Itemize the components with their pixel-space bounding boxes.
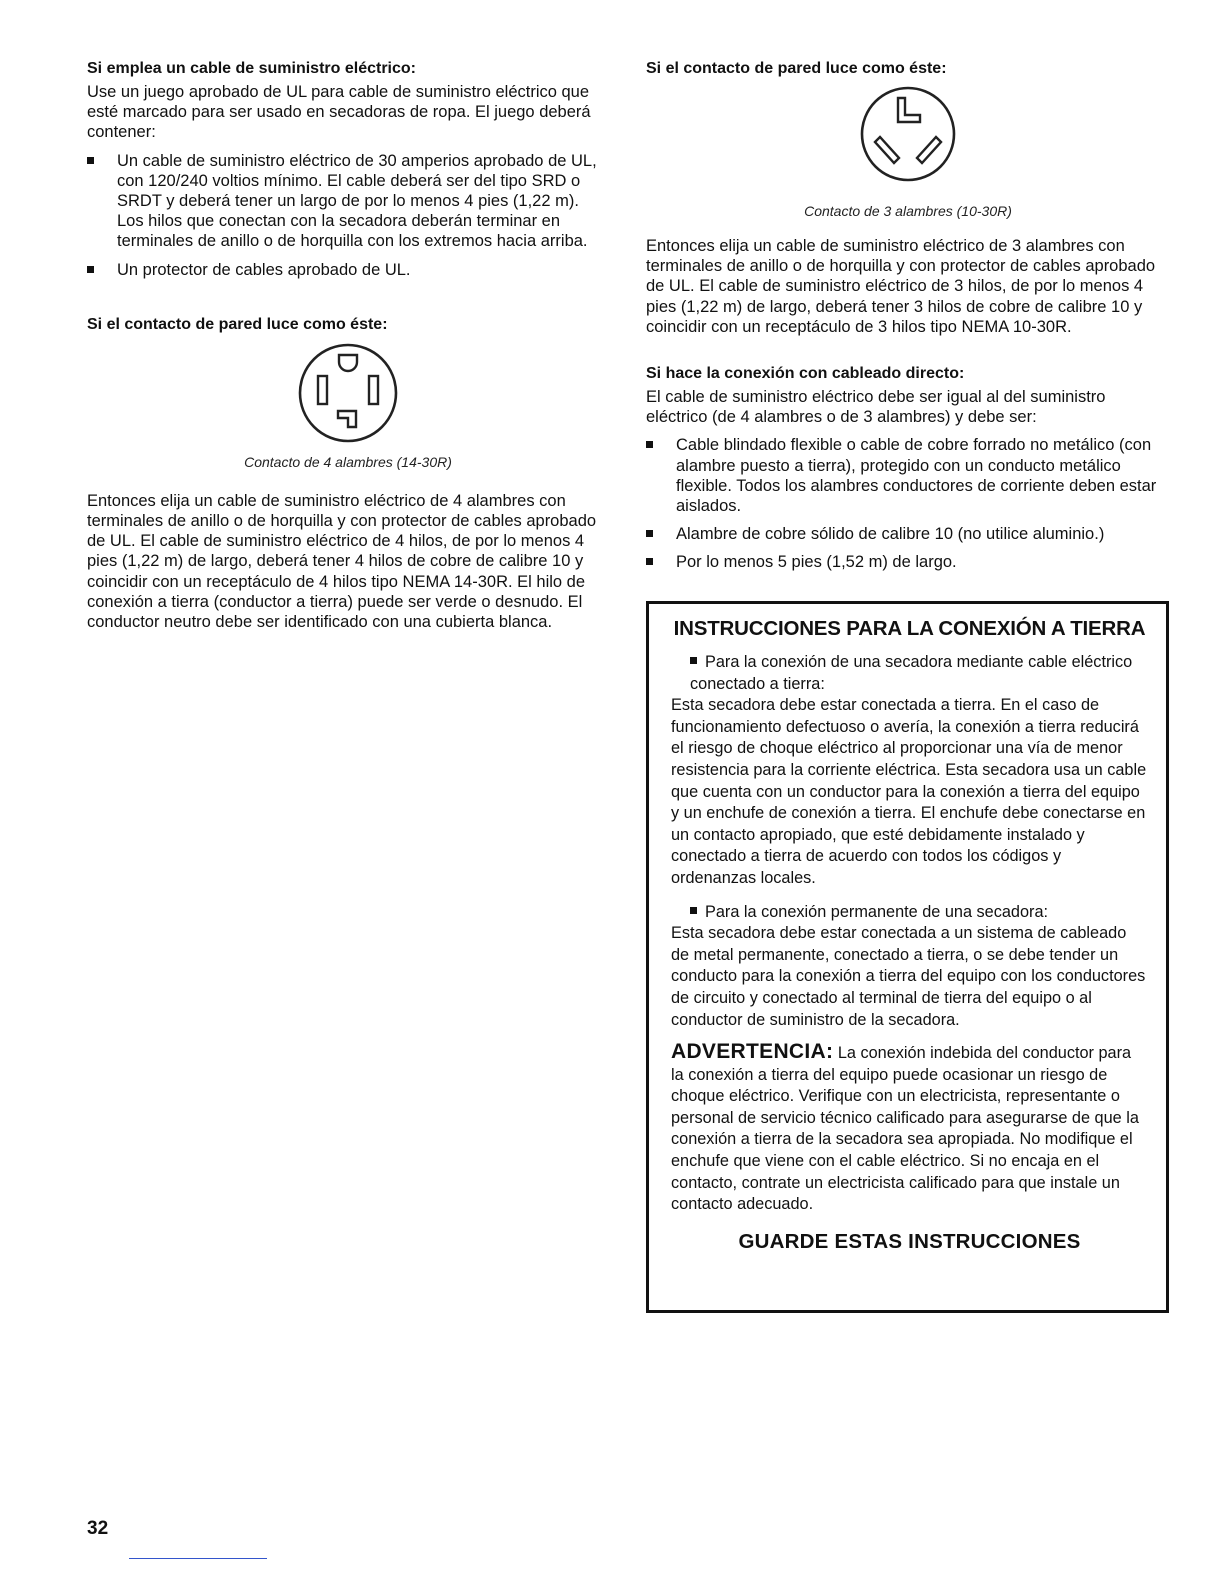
outlet-4-wire-icon (296, 341, 400, 445)
cord-requirements-list (87, 151, 609, 280)
outlet-3-wire-caption: Contacto de 3 alambres (10-30R) (804, 203, 1012, 219)
outlet-4-wire-caption: Contacto de 4 alambres (14-30R) (244, 453, 452, 470)
list-item: Alambre de cobre sólido de calibre 10 (no utilice aluminio.) (646, 524, 1170, 544)
cord-intro: Use un juego aprobado de UL para cable de suministro eléctrico que esté marcado para ser usado en secadoras de ropa. El juego deberá contener: (87, 83, 591, 142)
permanent-connection-label: Para la conexión permanente de una secadora: (705, 902, 1049, 921)
bullet-icon (690, 907, 697, 914)
grounding-instructions-box (646, 601, 1169, 1313)
permanent-connection-item (671, 902, 1148, 924)
list-item: Por lo menos 5 pies (1,52 m) de largo. (646, 552, 1170, 572)
outlet-3-wire-icon (858, 84, 958, 184)
footer-divider (129, 1558, 267, 1559)
outlet-4-wire-heading: Si el contacto de pared luce como éste: (87, 315, 388, 333)
warning-text: La conexión indebida del conductor para la conexión a tierra del equipo puede ocasionar un riesgo de choque eléctrico. Verifique con un electricista, representante o personal de servicio técnico calificado para asegurarse de que la conexión a tierra de la secadora sea apropiada. No modifique el enchufe que viene con el cable eléctrico. Si no encaja en el contacto, contrate un electricista calificado para que instale un contacto adecuado. (671, 1044, 1139, 1214)
list-item: Un protector de cables aprobado de UL. (87, 260, 609, 280)
bullet-icon (690, 657, 697, 664)
right-column (646, 58, 1170, 573)
cord-heading: Si emplea un cable de suministro eléctrico: (87, 60, 416, 77)
grounded-cord-text: Esta secadora debe estar conectada a tierra. En el caso de funcionamiento defectuoso o avería, la conexión a tierra reducirá el riesgo de choque eléctrico al proporcionar una vía de menor resistencia para la corriente eléctrica. Esta secadora usa un cable que cuenta con un conductor para la conexión a tierra del equipo y un enchufe de conexión a tierra. El enchufe debe conectarse en un contacto apropiado, que esté debidamente instalado y conectado a tierra de acuerdo con todos los códigos y ordenanzas locales. (671, 696, 1147, 887)
grounding-instructions-title: INSTRUCCIONES PARA LA CONEXIÓN A TIERRA (673, 617, 1146, 640)
warning-paragraph (671, 1041, 1148, 1216)
outlet-3-wire-text: Entonces elija un cable de suministro eléctrico de 3 alambres con terminales de anillo o de horquilla y con protector de cables aprobado de UL. El cable de suministro eléctrico de 3 hilos, de por lo menos 4 pies (1,22 m) de largo, deberá tener 3 hilos de cobre de calibre 10 y coincidir con un receptáculo de 3 hilos tipo NEMA 10-30R. (646, 237, 1156, 336)
permanent-connection-text: Esta secadora debe estar conectada a un sistema de cableado de metal permanente, conectado a tierra, o se debe tender un conducto para la conexión a tierra del equipo con los conductores de circuito y conectado al terminal de tierra del equipo o al conductor de suministro de la secadora. (671, 924, 1146, 1029)
warning-label: ADVERTENCIA: (671, 1040, 834, 1064)
outlet-4-wire-figure (87, 341, 609, 445)
direct-wire-list (646, 435, 1170, 572)
grounded-cord-item (671, 652, 1148, 695)
outlet-3-wire-heading: Si el contacto de pared luce como éste: (646, 60, 947, 77)
outlet-4-wire-text: Entonces elija un cable de suministro eléctrico de 4 alambres con terminales de anillo o de horquilla y con protector de cables aprobado de UL. El cable de suministro eléctrico de 4 hilos, de por lo menos 4 pies (1,22 m) de largo, deberá tener 4 hilos de cobre de calibre 10 y coincidir con un receptáculo de 4 hilos tipo NEMA 14-30R. El hilo de conexión a tierra (conductor a tierra) puede ser verde o desnudo. El conductor neutro debe ser identificado con una cubierta blanca. (87, 491, 597, 632)
outlet-3-wire-figure (646, 84, 1170, 184)
direct-wire-intro: El cable de suministro eléctrico debe ser igual al del suministro eléctrico (de 4 alambres o de 3 alambres) y debe ser: (646, 388, 1106, 427)
list-item: Un cable de suministro eléctrico de 30 amperios aprobado de UL, con 120/240 voltios mínimo. El cable deberá ser del tipo SRD o SRDT y deberá tener un largo de por lo menos 4 pies (1,22 m). Los hilos que conectan con la secadora deberán terminar en terminales de anillo o de horquilla con los extremos hacia arriba. (87, 151, 609, 252)
grounded-cord-label: Para la conexión de una secadora mediante cable eléctrico conectado a tierra: (690, 653, 1133, 693)
list-item: Cable blindado flexible o cable de cobre forrado no metálico (con alambre puesto a tierra), protegido con un conducto metálico flexible. Todos los alambres conductores de corriente deben estar aislados. (646, 435, 1170, 516)
left-column (87, 58, 609, 632)
direct-wire-heading: Si hace la conexión con cableado directo: (646, 365, 965, 383)
page-number: 32 (87, 1518, 109, 1539)
save-instructions-text: GUARDE ESTAS INSTRUCCIONES (738, 1229, 1081, 1253)
